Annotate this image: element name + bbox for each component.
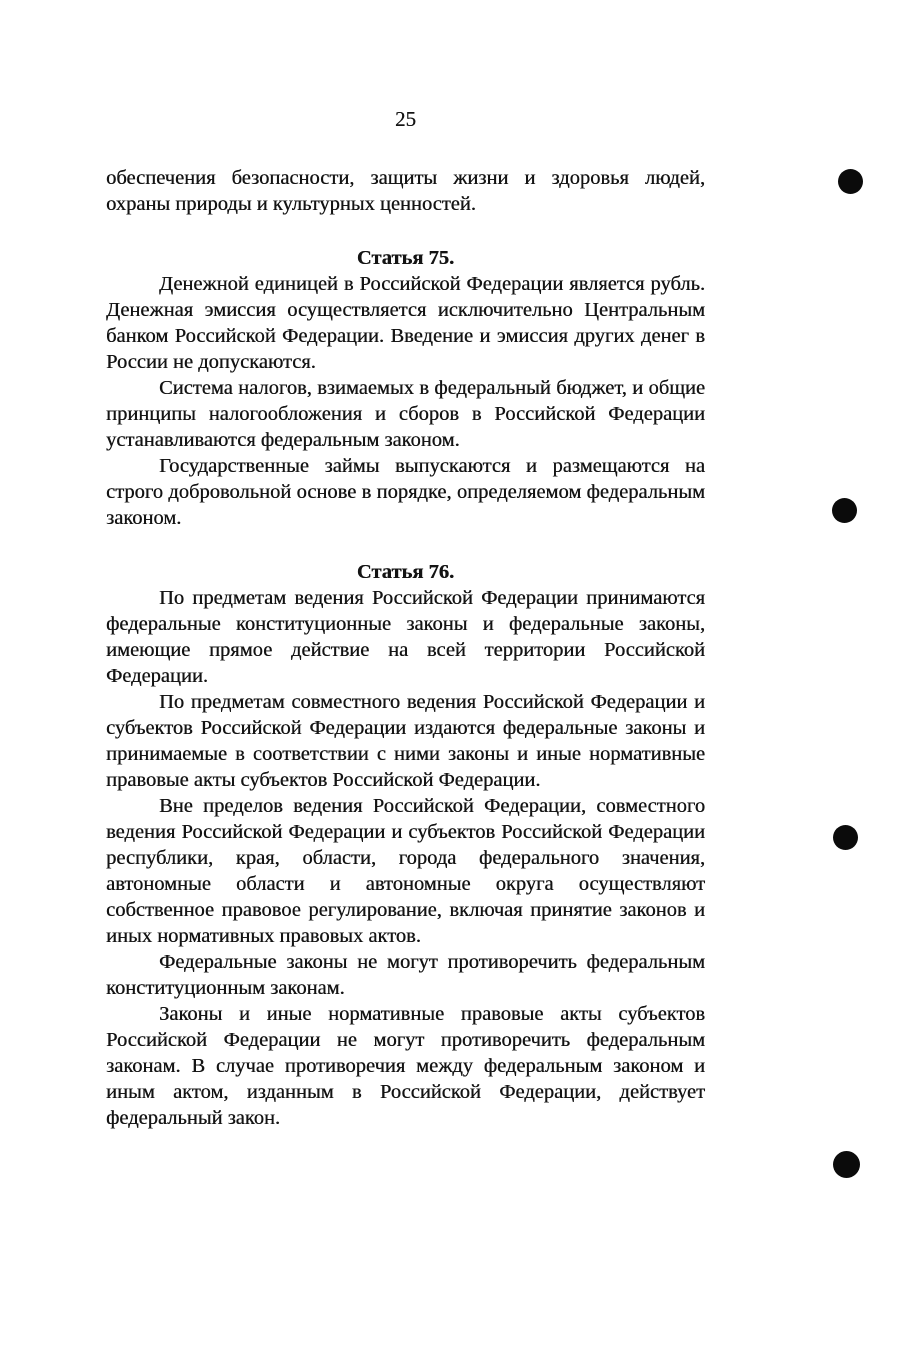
punch-hole-mark bbox=[832, 498, 857, 523]
article-76-paragraph-3: Вне пределов ведения Российской Федерации, совместного ведения Российской Федерации и субъектов Российской Федерации республики, края, области, города федерального значения, автономные области и автономные округа осуществляют собственное правовое регулирование, включая принятие законов и иных нормативных правовых актов. bbox=[106, 795, 705, 947]
punch-hole-mark bbox=[833, 1151, 860, 1178]
text-block bbox=[106, 165, 705, 1131]
article-76-paragraph-1: По предметам ведения Российской Федерации принимаются федеральные конституционные законы и федеральные законы, имеющие прямое действие на всей территории Российской Федерации. bbox=[106, 587, 705, 687]
article-76-paragraph-5: Законы и иные нормативные правовые акты субъектов Российской Федерации не могут противоречить федеральным законам. В случае противоречия между федеральным законом и иным актом, изданным в Российской Федерации, действует федеральный закон. bbox=[106, 1003, 705, 1129]
article-76-paragraph-2: По предметам совместного ведения Российской Федерации и субъектов Российской Федерации издаются федеральные законы и принимаемые в соответствии с ними законы и иные нормативные правовые акты субъектов Российской Федерации. bbox=[106, 691, 705, 791]
page-number: 25 bbox=[395, 107, 416, 131]
article-75-paragraph-3: Государственные займы выпускаются и размещаются на строго добровольной основе в порядке, определяемом федеральным законом. bbox=[106, 455, 705, 529]
article-75-heading: Статья 75. bbox=[356, 247, 455, 269]
punch-hole-mark bbox=[838, 169, 863, 194]
article-76-paragraph-4: Федеральные законы не могут противоречить федеральным конституционным законам. bbox=[106, 951, 705, 999]
punch-hole-mark bbox=[833, 825, 858, 850]
continuation-paragraph: обеспечения безопасности, защиты жизни и здоровья людей, охраны природы и культурных ценностей. bbox=[106, 167, 705, 215]
article-76-heading: Статья 76. bbox=[356, 561, 455, 583]
article-75-paragraph-1: Денежной единицей в Российской Федерации является рубль. Денежная эмиссия осуществляется исключительно Центральным банком Российской Федерации. Введение и эмиссия других денег в России не допускаются. bbox=[106, 273, 705, 373]
article-75-paragraph-2: Система налогов, взимаемых в федеральный бюджет, и общие принципы налогообложения и сборов в Российской Федерации устанавливаются федеральным законом. bbox=[106, 377, 705, 451]
